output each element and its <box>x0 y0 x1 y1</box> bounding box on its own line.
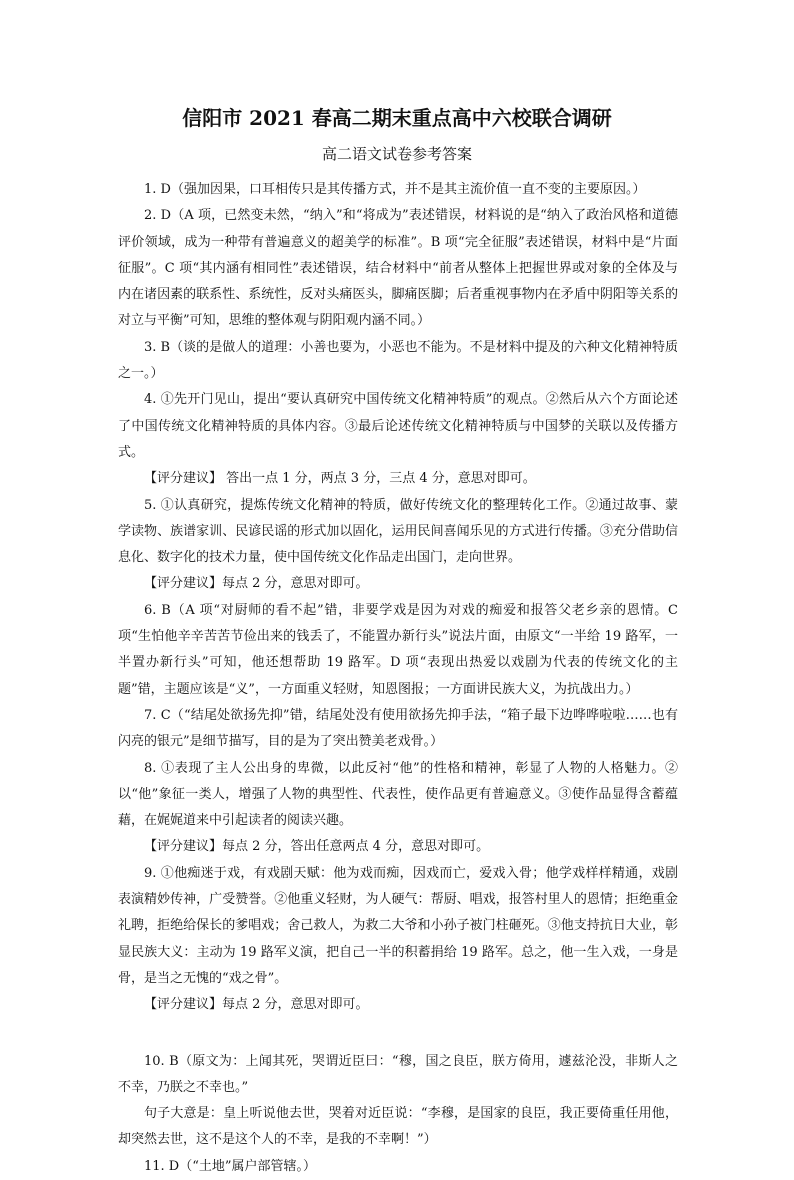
answer-10-translation: 句子大意是：皇上听说他去世，哭着对近臣说：“李穆，是国家的良臣，我正要倚重任用他，却突然去世，这不是这个人的不幸，是我的不幸啊！”） <box>118 1106 678 1148</box>
section-gap <box>118 1019 678 1049</box>
scoring-note-8: 【评分建议】每点 2 分，答出任意两点 4 分，意思对即可。 <box>144 839 490 855</box>
page-title: 信阳市 2021 春高二期末重点高中六校联合调研 <box>182 106 612 130</box>
answer-6: 6. B（A 项“对厨师的看不起”错，非要学戏是因为对戏的痴爱和报答父老乡亲的恩情。C 项“生怕他辛辛苦苦节俭出来的钱丢了，不能置办新行头”说法片面，由原文“一半给 19 路军，一半置办新行头”可知，他还想帮助 19 路军。D 项“表现出热爱以戏剧为代表的传统文化的主题”错，主题应该是“义”，一方面重义轻财，知恩图报；一方面讲民族大义，为抗战出力。） <box>118 602 678 697</box>
answer-3: 3. B（谈的是做人的道理：小善也要为，小恶也不能为。不是材料中提及的六种文化精神特质之一。） <box>118 339 678 382</box>
answer-5: 5. ①认真研究，提炼传统文化精神的特质，做好传统文化的整理转化工作。②通过故事、蒙学读物、族谱家训、民谚民谣的形式加以固化，运用民间喜闻乐见的方式进行传播。③充分借助信息化、数字化的技术力量，使中国传统文化作品走出国门，走向世界。 <box>118 497 678 566</box>
scoring-note-4: 【评分建议】 答出一点 1 分，两点 3 分，三点 4 分，意思对即可。 <box>144 471 536 487</box>
answer-11: 11. D（“土地”属户部管辖。） <box>144 1158 317 1174</box>
answer-2: 2. D（A 项，已然变未然，“纳入”和“将成为”表述错误，材料说的是“纳入了政治风格和道德评价领域，成为一种带有普遍意义的超美学的标准”。B 项“完全征服”表述错误，材料中是“片面征服”。C 项“其内涵有相同性”表述错误，结合材料中“前者从整体上把握世界或对象的全体及与内在诸因素的联系性、系统性，反对头痛医头，脚痛医脚；后者重视事物内在矛盾中阴阳等关系的对立与平衡”可知，思维的整体观与阴阳观内涵不同。） <box>118 208 678 329</box>
answer-body <box>118 177 678 1180</box>
answer-8: 8. ①表现了主人公出身的卑微，以此反衬“他”的性格和精神，彰显了人物的人格魅力。②以“他”象征一类人，增强了人物的典型性、代表性，使作品更有普遍意义。③使作品显得含蓄蕴藉，在娓娓道来中引起读者的阅读兴趣。 <box>118 760 678 829</box>
answer-1: 1. D（强加因果，口耳相传只是其传播方式，并不是其主流价值一直不变的主要原因。） <box>144 182 646 197</box>
answer-4: 4. ①先开门见山，提出“要认真研究中国传统文化精神特质”的观点。②然后从六个方面论述了中国传统文化精神特质的具体内容。③最后论述传统文化精神特质与中国梦的关联以及传播方式。 <box>118 392 678 460</box>
answer-9: 9. ①他痴迷于戏，有戏剧天赋：他为戏而痴，因戏而亡，爱戏入骨；他学戏样样精通，戏剧表演精妙传神，广受赞誉。②他重义轻财，为人硬气：帮厨、唱戏，报答村里人的恩情；拒绝重金礼聘，拒绝给保长的爹唱戏；舍己救人，为救二大爷和小孙子被门柱砸死。③他支持抗日大业，彰显民族大义：主动为 19 路军义演，把自己一半的积蓄捐给 19 路军。总之，他一生入戏，一身是骨，是当之无愧的“戏之骨”。 <box>118 865 678 986</box>
answer-7: 7. C（“结尾处欲扬先抑”错，结尾处没有使用欲扬先抑手法，“箱子最下边哗哗啦啦……也有闪亮的银元”是细节描写，目的是为了突出赞美老戏骨。） <box>118 707 678 750</box>
scoring-note-5: 【评分建议】每点 2 分，意思对即可。 <box>144 576 369 592</box>
page-subtitle: 高二语文试卷参考答案 <box>321 145 472 163</box>
scoring-note-9: 【评分建议】每点 2 分，意思对即可。 <box>144 997 369 1013</box>
answer-10: 10. B（原文为：上闻其死，哭谓近臣曰：“穆，国之良臣，朕方倚用，遽兹沦没，非斯人之不幸，乃朕之不幸也。” <box>118 1053 678 1095</box>
